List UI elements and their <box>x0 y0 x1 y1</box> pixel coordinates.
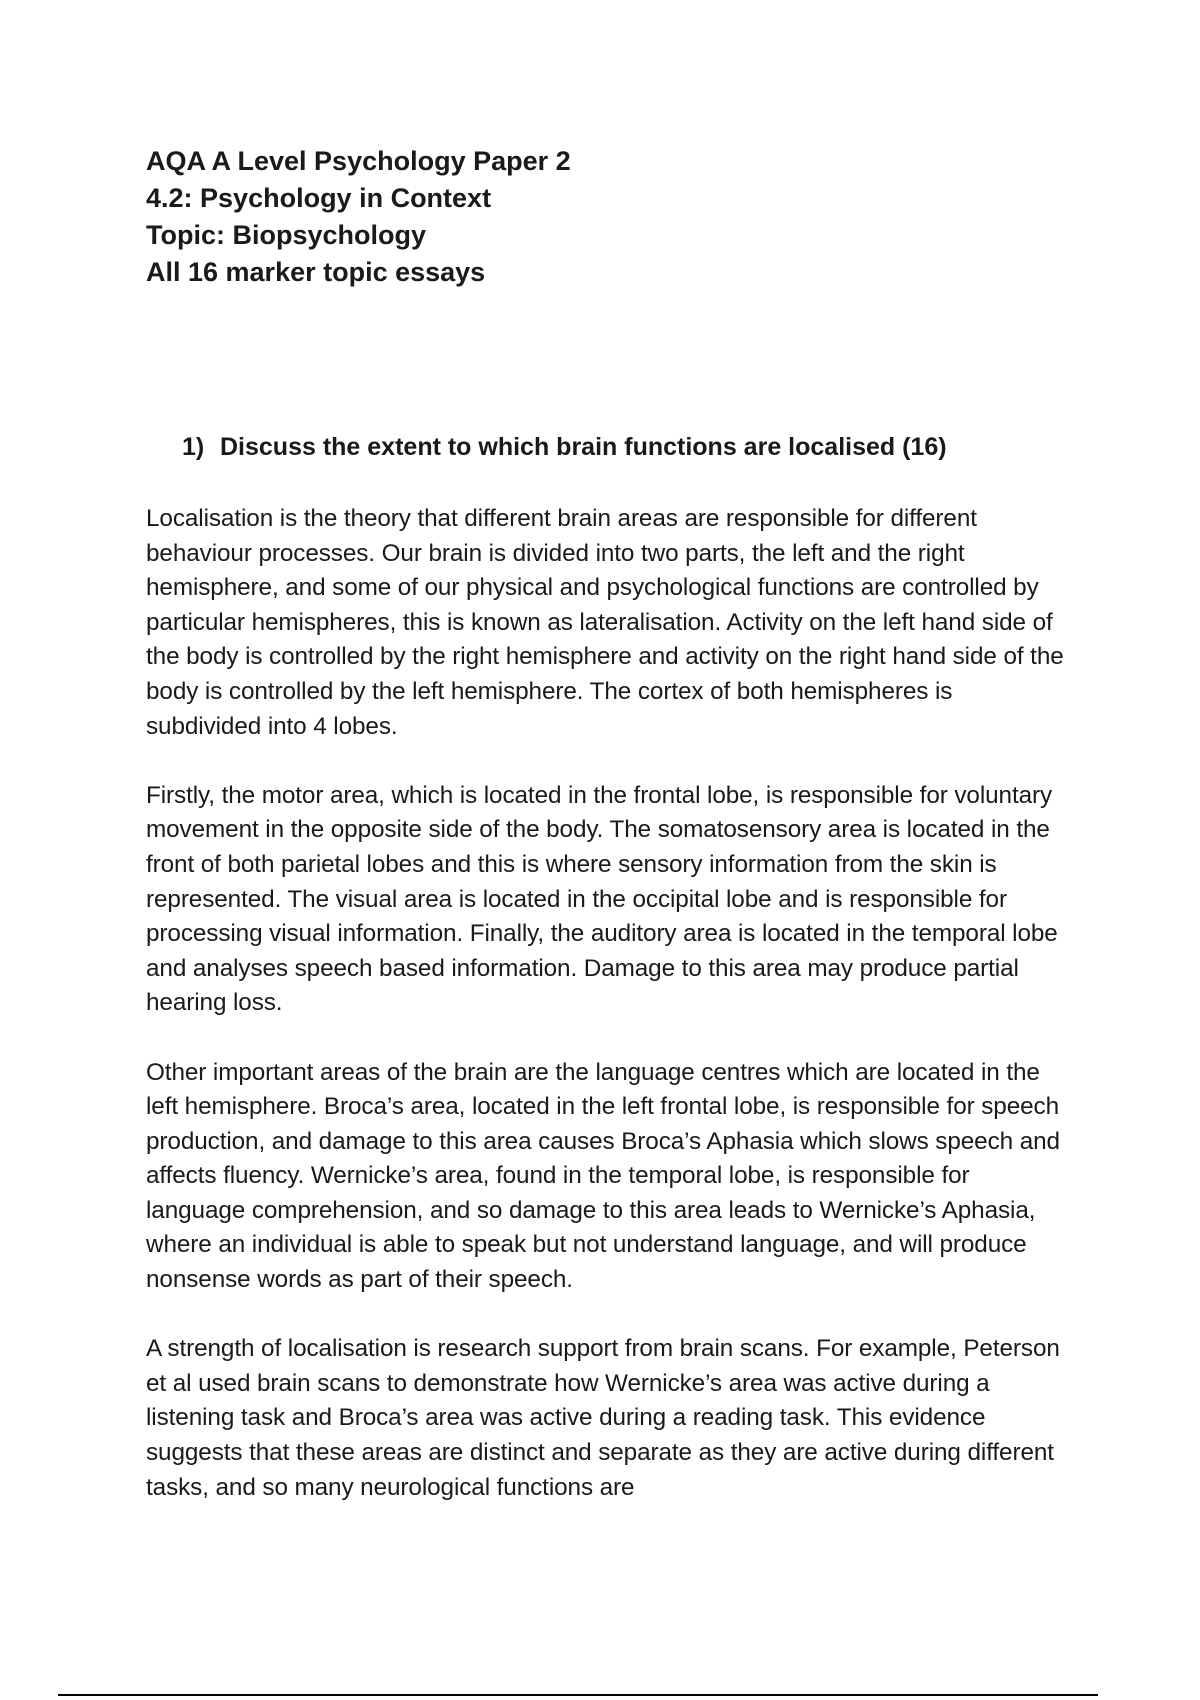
document-header <box>146 143 1046 291</box>
section-title: 4.2: Psychology in Context <box>146 183 492 213</box>
essay-question <box>182 430 1082 464</box>
question-text: Discuss the extent to which brain functions are localised (16) <box>220 433 947 461</box>
paper-title: AQA A Level Psychology Paper 2 <box>146 146 571 176</box>
essay-body <box>146 502 1066 1540</box>
page-bottom-divider <box>58 1694 1098 1696</box>
paragraph: Localisation is the theory that different brain areas are responsible for different behaviour processes. Our brain is divided into two parts, the left and the right hemisphere, and some of our physical and psychological functions are controlled by particular hemispheres, this is known as lateralisation. Activity on the left hand side of the body is controlled by the right hemisphere and activity on the right hand side of the body is controlled by the left hemisphere. The cortex of both hemispheres is subdivided into 4 lobes. <box>146 505 1064 740</box>
essay-collection-title: All 16 marker topic essays <box>146 257 486 287</box>
paragraph: Firstly, the motor area, which is located in the frontal lobe, is responsible for voluntary movement in the opposite side of the body. The somatosensory area is located in the front of both parietal lobes and this is where sensory information from the skin is represented. The visual area is located in the occipital lobe and is responsible for processing visual information. Finally, the auditory area is located in the temporal lobe and analyses speech based information. Damage to this area may produce partial hearing loss. <box>146 781 1058 1017</box>
topic-title: Topic: Biopsychology <box>146 220 427 250</box>
paragraph: Other important areas of the brain are the language centres which are located in the left hemisphere. Broca’s area, located in the left frontal lobe, is responsible for speech production, and damage to this area causes Broca’s Aphasia which slows speech and affects fluency. Wernicke’s area, found in the temporal lobe, is responsible for language comprehension, and so damage to this area leads to Wernicke’s Aphasia, where an individual is able to speak but not understand language, and will produce nonsense words as part of their speech. <box>146 1058 1060 1294</box>
question-number: 1) <box>182 433 205 461</box>
paragraph: A strength of localisation is research support from brain scans. For example, Peterson et al used brain scans to demonstrate how Wernicke’s area was active during a listening task and Broca’s area was active during a reading task. This evidence suggests that these areas are distinct and separate as they are active during different tasks, and so many neurological functions are <box>146 1335 1060 1501</box>
